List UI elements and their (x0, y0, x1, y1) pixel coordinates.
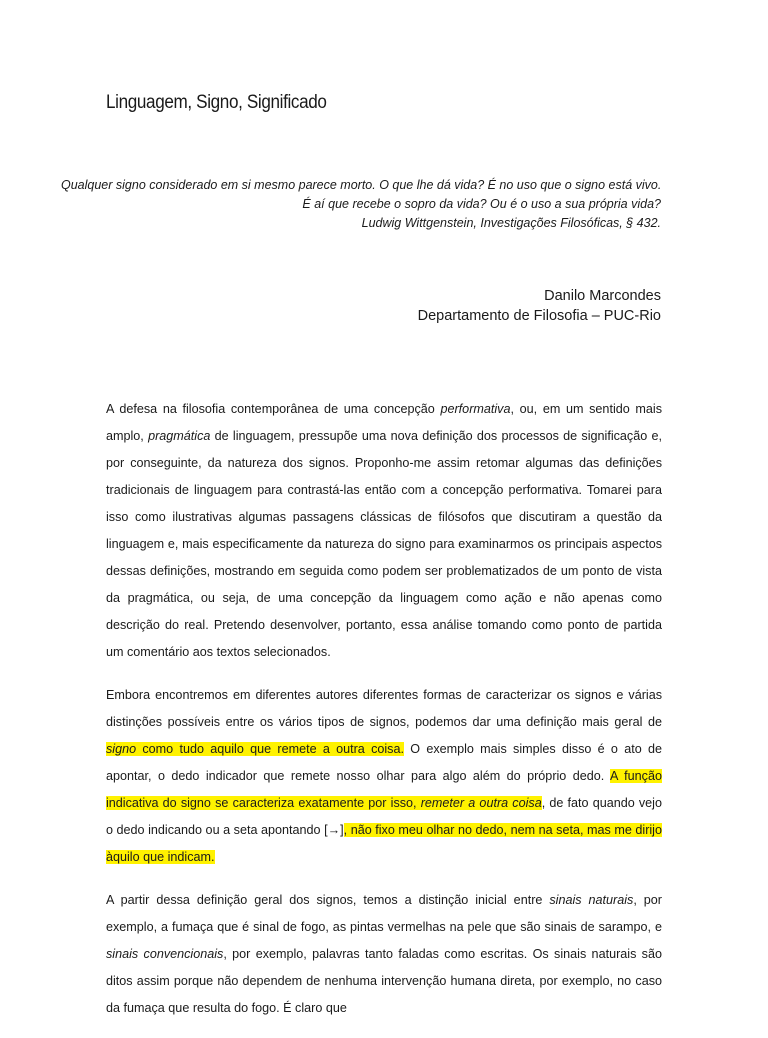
paragraph-3 (106, 887, 662, 1022)
highlighted-text: A função indicativa do signo se caracteriza exatamente por isso, (106, 769, 662, 810)
italic-term: performativa (440, 402, 511, 416)
text-run: , de fato quando vejo o dedo indicando ou a seta apontando (106, 796, 662, 837)
epigraph-source: Ludwig Wittgenstein, Investigações Filosóficas, § 432. (361, 216, 661, 230)
highlighted-italic-term: remeter a outra coisa (420, 796, 542, 810)
italic-term: sinais naturais (549, 893, 634, 907)
text-run: O exemplo mais simples disso é o ato de apontar, o dedo indicador que remete nosso olhar para algo além do próprio dedo. (106, 742, 662, 783)
author-name: Danilo Marcondes (544, 288, 661, 304)
arrow-symbol: [→] (324, 823, 344, 837)
epigraph (61, 176, 661, 233)
text-run: Embora encontremos em diferentes autores diferentes formas de caracterizar os signos e várias distinções possíveis entre os vários tipos de signos, podemos dar uma definição mais geral de (106, 688, 662, 729)
paragraph-2 (106, 682, 662, 871)
epigraph-line-1: Qualquer signo considerado em si mesmo parece morto. O que lhe dá vida? É no uso que o signo está vivo. (61, 178, 662, 192)
page-title: Linguagem, Signo, Significado (106, 92, 327, 113)
text-run: , ou, em um sentido mais amplo, (106, 402, 662, 443)
author-affiliation: Departamento de Filosofia – PUC-Rio (417, 308, 661, 324)
highlighted-italic-term: signo (106, 742, 137, 756)
text-run: , por exemplo, palavras tanto faladas como escritas. Os sinais naturais são ditos assim porque não dependem de nenhuma intervenção humana direta, por exemplo, no caso da fumaça que resulta do fogo. É claro que (106, 947, 662, 1015)
epigraph-line-2: É aí que recebe o sopro da vida? Ou é o uso a sua própria vida? (302, 197, 661, 211)
highlighted-text: como tudo aquilo que remete a outra coisa. (136, 742, 404, 756)
paragraph-1 (106, 396, 662, 666)
text-run: A partir dessa definição geral dos signos, temos a distinção inicial entre (106, 893, 550, 907)
author-block (261, 286, 661, 326)
text-run: , por exemplo, a fumaça que é sinal de fogo, as pintas vermelhas na pele que são sinais de sarampo, e (106, 893, 662, 934)
highlighted-text: , não fixo meu olhar no dedo, nem na seta, mas me dirijo àquilo que indicam. (106, 823, 662, 864)
italic-term: pragmática (148, 429, 211, 443)
text-run: de linguagem, pressupõe uma nova definição dos processos de significação e, por conseguinte, da natureza dos signos. Proponho-me assim retomar algumas das definições tradicionais de linguagem para contrastá-las então com a concepção performativa. Tomarei para isso como ilustrativas algumas passagens clássicas de filósofos que discutiram a questão da linguagem e, mais especificamente da natureza do signo para examinarmos os principais aspectos dessas definições, mostrando em seguida como podem ser problematizados de um ponto de vista da pragmática, ou seja, de uma concepção da linguagem como ação e não apenas como descrição do real. Pretendo desenvolver, portanto, essa análise tomando como ponto de partida um comentário aos textos selecionados. (106, 429, 662, 659)
italic-term: sinais convencionais (106, 947, 224, 961)
body-text (106, 396, 662, 1038)
text-run: A defesa na filosofia contemporânea de uma concepção (106, 402, 441, 416)
